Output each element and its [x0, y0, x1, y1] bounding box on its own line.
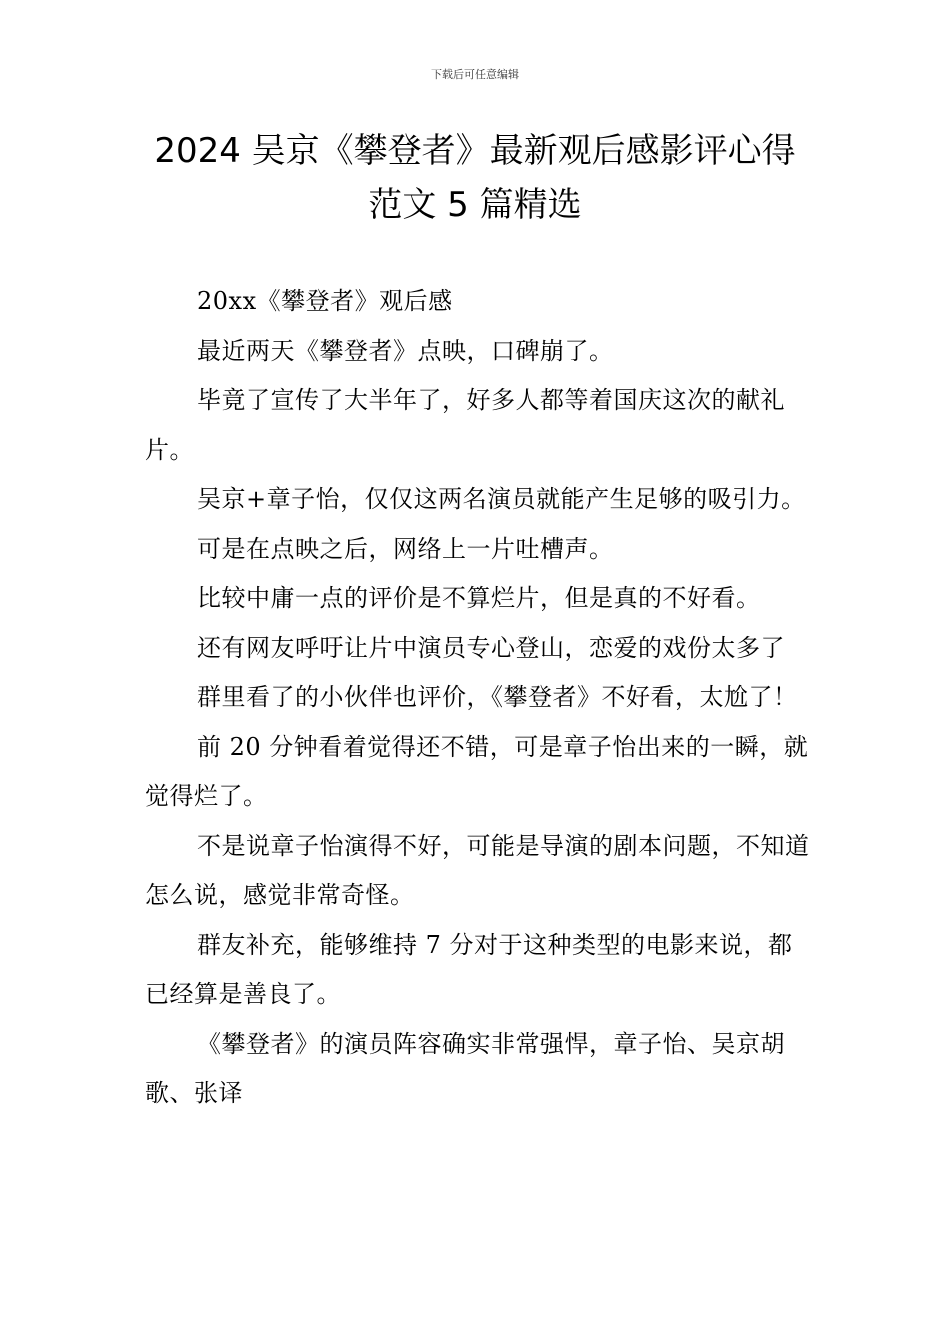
title-line-1: 2024 吴京《攀登者》最新观后感影评心得 — [154, 131, 796, 171]
paragraph: 群友补充，能够维持 7 分对于这种类型的电影来说，都已经算是善良了。 — [145, 930, 793, 1008]
paragraph: 不是说章子怡演得不好，可能是导演的剧本问题，不知道怎么说，感觉非常奇怪。 — [145, 831, 810, 909]
paragraph: 可是在点映之后，网络上一片吐槽声。 — [197, 534, 614, 563]
paragraph: 还有网友呼吁让片中演员专心登山，恋爱的戏份太多了 — [197, 633, 785, 662]
paragraph: 最近两天《攀登者》点映，口碑崩了。 — [197, 336, 614, 365]
title-line-2: 范文 5 篇精选 — [368, 185, 582, 225]
paragraph: 吴京+章子怡，仅仅这两名演员就能产生足够的吸引力。 — [197, 485, 806, 513]
paragraph: 比较中庸一点的评价是不算烂片，但是真的不好看。 — [197, 584, 761, 612]
paragraph: 毕竟了宣传了大半年了，好多人都等着国庆这次的献礼片。 — [145, 386, 785, 464]
paragraph: 群里看了的小伙伴也评价，《攀登者》不好看，太尬了！ — [197, 683, 798, 711]
article-body — [145, 277, 810, 1119]
paragraph: 《攀登者》的演员阵容确实非常强悍，章子怡、吴京胡歌、张译 — [145, 1029, 785, 1107]
paragraph: 20xx《攀登者》观后感 — [197, 287, 453, 315]
header-note: 下载后可任意编辑 — [431, 68, 519, 81]
document-title — [120, 124, 830, 232]
paragraph: 前 20 分钟看着觉得还不错，可是章子怡出来的一瞬，就觉得烂了。 — [145, 732, 809, 810]
